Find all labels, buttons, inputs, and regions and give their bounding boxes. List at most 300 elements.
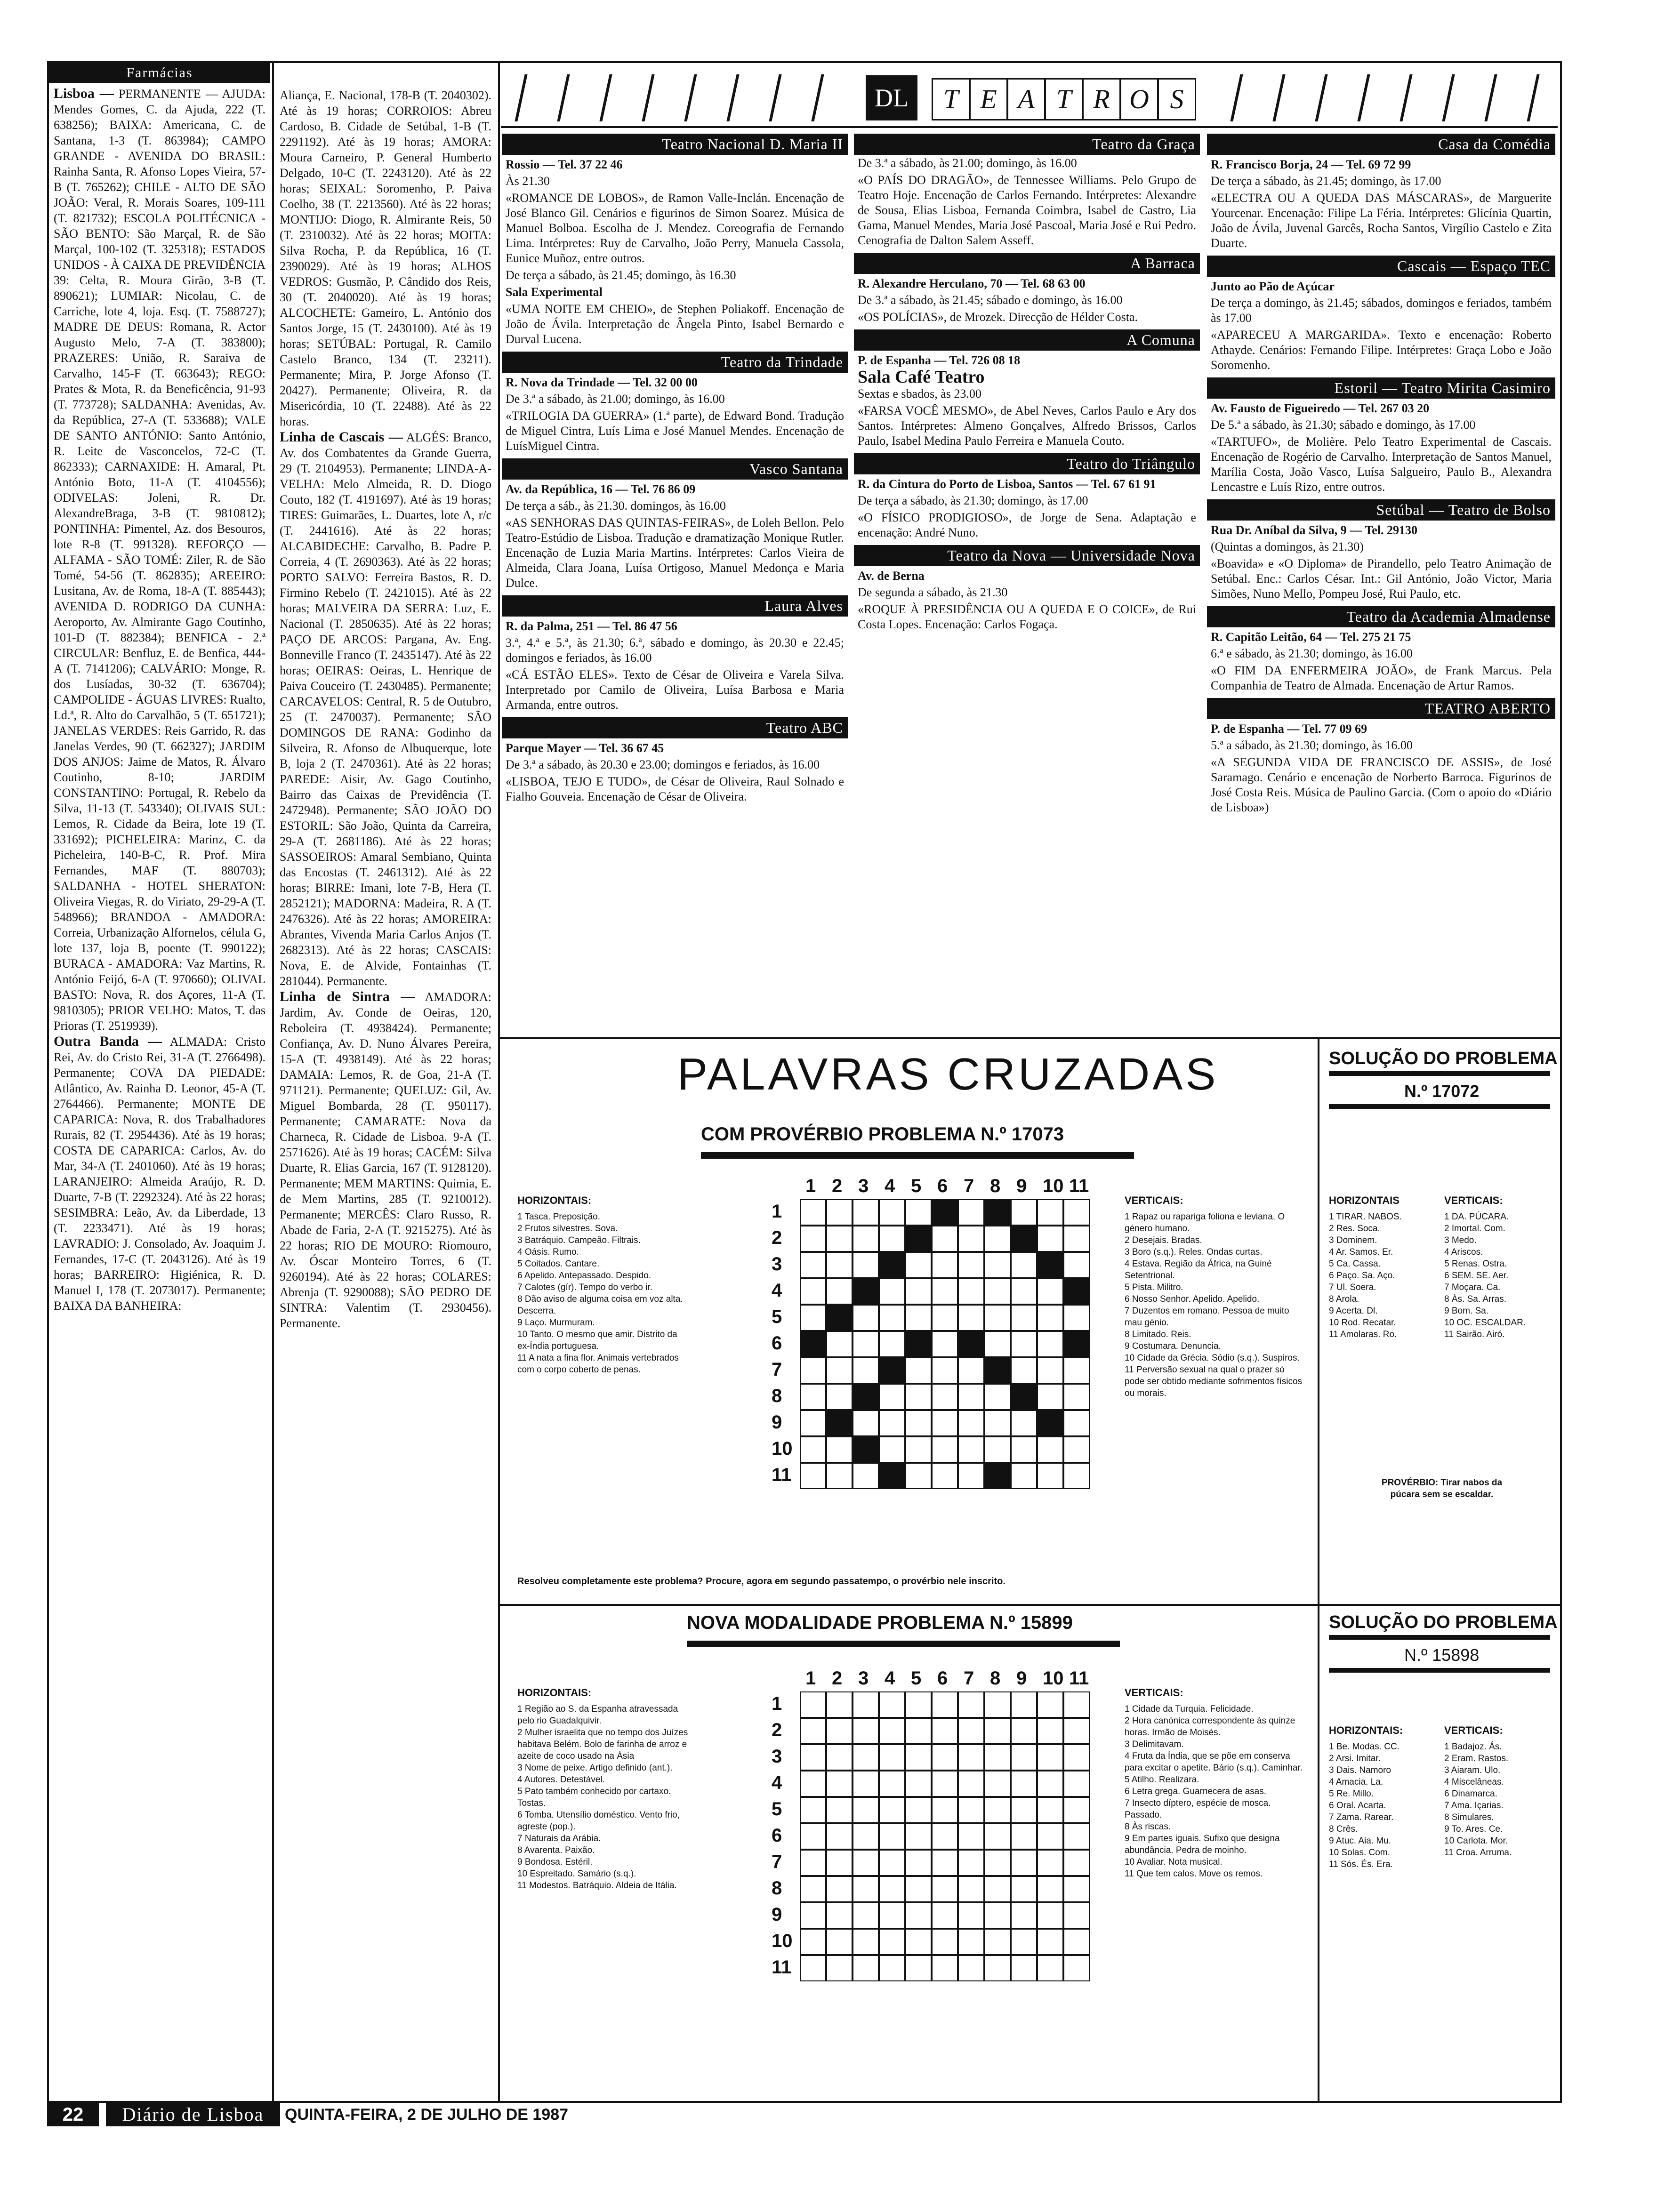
grid-cell[interactable] [958,1691,984,1718]
grid-cell[interactable] [1037,1357,1063,1384]
grid-cell[interactable] [984,1902,1011,1929]
grid-cell[interactable] [984,1823,1011,1850]
grid-cell[interactable] [1011,1410,1037,1436]
column-number: 11 [1069,1176,1089,1196]
grid-cell[interactable] [800,1384,826,1410]
grid-cell[interactable] [1011,1744,1037,1771]
grid-cell[interactable] [879,1410,905,1436]
grid-cell[interactable] [800,1278,826,1305]
decor-slash [684,74,697,121]
grid-cell[interactable] [826,1463,853,1489]
grid-cell[interactable] [1063,1850,1090,1876]
grid-cell[interactable] [958,1955,984,1981]
grid-cell[interactable] [800,1771,826,1797]
grid-cell[interactable] [853,1331,879,1357]
grid-cell[interactable] [800,1410,826,1436]
grid-cell[interactable] [800,1226,826,1252]
grid-cell[interactable] [800,1463,826,1489]
grid-cell[interactable] [826,1691,853,1718]
grid-cell[interactable] [1063,1384,1090,1410]
decor-slash [1400,74,1412,121]
rule [1329,1104,1550,1109]
row-number: 2 [772,1227,782,1248]
grid-cell[interactable] [984,1955,1011,1981]
grid-cell[interactable] [826,1876,853,1902]
grid-cell[interactable] [853,1771,879,1797]
grid-cell[interactable] [1011,1876,1037,1902]
grid-cell[interactable] [1011,1691,1037,1718]
grid-cell[interactable] [853,1463,879,1489]
grid-cell[interactable] [932,1463,958,1489]
grid-cell[interactable] [1037,1771,1063,1797]
grid-cell[interactable] [800,1718,826,1744]
decor-slash [557,74,570,121]
teatro-casa-comedia: Casa da Comédia R. Francisco Borja, 24 — Tel. 69 72 99 De terça a sábado, às 21.45; domingo, às 17.00 «ELECTRA OU A QUEDA DAS MÁSCARAS», de Marguerite Yourcenar. Encenação: Filipe La Féria. Intérpretes: Glicínia Quartin, João de Ávila, Juvenal Garcês, Rocha Santos, Virgílio Castelo e Zita Duarte. [1207,134,1555,252]
black-cell [905,1226,932,1252]
grid-cell[interactable] [1063,1823,1090,1850]
teatro-almadense: Teatro da Academia Almadense R. Capitão Leitão, 64 — Tel. 275 21 75 6.ª e sábado, às 21.30; domingo, às 16.00 «O FIM DA ENFERMEIRA JOÃO», de Frank Marcus. Pela Companhia de Teatro de Almada. Encenação de Artur Ramos. [1207,606,1555,694]
decor-slash [642,74,654,121]
crossword-2-subtitle: NOVA MODALIDADE PROBLEMA N.º 15899 [687,1612,1073,1633]
teatro-comuna: A Comuna P. de Espanha — Tel. 726 08 18 Sala Café Teatro Sextas e sbados, às 23.00 «FARSA VOCÊ MESMO», de Abel Neves, Carlos Paulo e Ary dos Santos. Intérpretes: Almeno Gonçalves, Alfredo Brissos, Carlos Paulo, Isabel Medina Paulo Ferreira e Manuela Couto. [854,329,1200,449]
grid-cell[interactable] [932,1744,958,1771]
black-cell [905,1331,932,1357]
grid-cell[interactable] [879,1929,905,1955]
grid-cell[interactable] [800,1797,826,1823]
solution-2-horizontals: HORIZONTAIS: 1 Be. Modas. CC. 2 Arsi. Imitar. 3 Dais. Namoro 4 Amacia. La. 5 Re. Millo. 6 Oral. Acarta. 7 Zama. Rarear. 8 Crês. 9 Atuc. Aia. Mu. 10 Solas. Com. 11 Sós. És. Era. [1329,1724,1403,1869]
grid-cell[interactable] [958,1410,984,1436]
black-cell [958,1331,984,1357]
black-cell [853,1436,879,1463]
grid-cell[interactable] [826,1384,853,1410]
grid-cell[interactable] [853,1850,879,1876]
grid-cell[interactable] [1037,1305,1063,1331]
grid-cell[interactable] [984,1850,1011,1876]
grid-cell[interactable] [984,1797,1011,1823]
grid-cell[interactable] [800,1691,826,1718]
grid-cell[interactable] [958,1278,984,1305]
grid-cell[interactable] [853,1305,879,1331]
grid-cell[interactable] [879,1305,905,1331]
grid-cell[interactable] [905,1850,932,1876]
grid-cell[interactable] [1037,1955,1063,1981]
grid-cell[interactable] [1037,1850,1063,1876]
grid-cell[interactable] [1011,1718,1037,1744]
grid-cell[interactable] [932,1252,958,1278]
grid-cell[interactable] [932,1384,958,1410]
grid-cell[interactable] [879,1955,905,1981]
grid-cell[interactable] [984,1331,1011,1357]
teatros-header [501,65,1558,128]
grid-cell[interactable] [800,1305,826,1331]
grid-cell[interactable] [800,1436,826,1463]
teatro-cascais-tec: Cascais — Espaço TEC Junto ao Pão de Açúcar De terça a domingo, às 21.45; sábados, domingos e feriados, também às 17.00 «APARECEU A MARGARIDA». Texto e encenação: Roberto Athayde. Cenários: Fernando Filipe. Intérpretes: Graça Lobo e João Soromenho. [1207,256,1555,374]
decor-slash [1442,74,1455,121]
row-number: 6 [772,1333,782,1354]
grid-cell[interactable] [958,1876,984,1902]
row-number: 11 [772,1465,792,1485]
grid-cell[interactable] [1011,1463,1037,1489]
grid-cell[interactable] [905,1902,932,1929]
grid-cell[interactable] [879,1384,905,1410]
decor-slash [769,74,781,121]
column-number: 2 [832,1176,843,1196]
crossword-2-horizontals: HORIZONTAIS: 1 Região ao S. da Espanha atravessada pelo rio Guadalquivir. 2 Mulher israelita que no tempo dos Juízes habitava Belém. Bolo de farinha de arroz e azeite de coco usado na Ásia 3 Nome de peixe. Artigo definido (ant.). 4 Autores. Detestável. 5 Pato também conhecido por cartaxo. Tostas. 6 Tomba. Utensílio doméstico. Vento frio, agreste (pop.). 7 Naturais da Arábia. 8 Avarenta. Paixão. 9 Bondosa. Estéril. 10 Espreitado. Samário (s.q.). 11 Modestos. Batráquio. Aldeia de Itália. [517,1687,688,1891]
teatro-nacional: Teatro Nacional D. Maria II Rossio — Tel. 37 22 46 Às 21.30 «ROMANCE DE LOBOS», de Ramon Valle-Inclán. Encenação de José Blanco Gil. Cenários e figurinos de Simon Soarez. Música de Manuel Bolboa. Escolha de J. Mendez. Coreografia de Fernando Lima. Intérpretes: Ruy de Carvalho, João Perry, Manuela Cassola, Eunice Muñoz, entre outros. De terça a sábado, às 21.45; domingo, às 16.30 Sala Experimental «UMA NOITE EM CHEIO», de Stephen Poliakoff. Encenação de João de Ávila. Interpretação de Ângela Pinto, Isabel Bernardo e Durval Lucena. [502,134,848,348]
grid-cell[interactable] [826,1436,853,1463]
grid-cell[interactable] [1063,1463,1090,1489]
column-divider [272,63,274,2101]
grid-cell[interactable] [853,1252,879,1278]
grid-cell[interactable] [984,1929,1011,1955]
grid-cell[interactable] [853,1823,879,1850]
grid-cell[interactable] [1011,1278,1037,1305]
teatro-barraca: A Barraca R. Alexandre Herculano, 70 — Tel. 68 63 00 De 3.ª a sábado, às 21.45; sábado e domingo, às 16.00 «OS POLÍCIAS», de Mrozek. Direcção de Hélder Costa. [854,253,1200,326]
grid-cell[interactable] [1063,1902,1090,1929]
grid-cell[interactable] [1037,1797,1063,1823]
grid-cell[interactable] [1063,1771,1090,1797]
grid-cell[interactable] [1011,1357,1037,1384]
grid-cell[interactable] [905,1410,932,1436]
issue-date: QUINTA-FEIRA, 2 DE JULHO DE 1987 [285,2106,569,2124]
teatro-laura-alves: Laura Alves R. da Palma, 251 — Tel. 86 47 56 3.ª, 4.ª e 5.ª, às 21.30; 6.ª, sábado e domingo, às 20.30 e 22.45; domingos e feriados, às 16.00 «CÁ ESTÃO ELES». Texto de César de Oliveira e Varela Silva. Interpretado por Camilo de Oliveira, Luísa Barbosa e Maria Armanda, entre outros. [502,595,848,713]
grid-cell[interactable] [1011,1929,1037,1955]
black-cell [879,1463,905,1489]
grid-cell[interactable] [1011,1199,1037,1226]
grid-cell[interactable] [905,1929,932,1955]
grid-cell[interactable] [932,1410,958,1436]
grid-cell[interactable] [932,1305,958,1331]
black-cell [1011,1384,1037,1410]
column-number: 3 [858,1176,869,1196]
grid-cell[interactable] [853,1226,879,1252]
grid-cell[interactable] [905,1718,932,1744]
grid-cell[interactable] [958,1718,984,1744]
row-number: 5 [772,1799,782,1819]
grid-cell[interactable] [853,1929,879,1955]
grid-cell[interactable] [879,1199,905,1226]
black-cell [984,1463,1011,1489]
row-number: 1 [772,1693,782,1714]
grid-cell[interactable] [826,1902,853,1929]
decor-slash [811,74,824,121]
row-number: 8 [772,1386,782,1406]
grid-cell[interactable] [1063,1199,1090,1226]
grid-cell[interactable] [905,1876,932,1902]
grid-cell[interactable] [1063,1718,1090,1744]
decor-slash [515,74,527,121]
grid-cell[interactable] [905,1384,932,1410]
grid-cell[interactable] [853,1691,879,1718]
grid-cell[interactable] [958,1850,984,1876]
crossword-2 [499,1602,1319,2101]
grid-cell[interactable] [800,1199,826,1226]
grid-cell[interactable] [1063,1797,1090,1823]
row-number: 5 [772,1306,782,1327]
teatro-aberto: TEATRO ABERTO P. de Espanha — Tel. 77 09 69 5.ª a sábado, às 21.30; domingo, às 16.00 «A SEGUNDA VIDA DE FRANCISCO DE ASSIS», de José Saramago. Cenário e encenação de Norberto Barroca. Figurinos de José Costa Reis. Música de Paulino Garcia. (Com o apoio do «Diário de Lisboa») [1207,698,1555,816]
grid-cell[interactable] [1063,1305,1090,1331]
grid-cell[interactable] [932,1718,958,1744]
grid-cell[interactable] [826,1331,853,1357]
row-number: 1 [772,1201,782,1222]
grid-cell[interactable] [1011,1902,1037,1929]
grid-cell[interactable] [800,1955,826,1981]
solution-2-verticals: VERTICAIS: 1 Badajoz. Ás. 2 Eram. Rastos. 3 Aiaram. Ulo. 4 Miscelâneas. 6 Dinamarca. 7 Ama. Içarias. 8 Simulares. 9 To. Ares. Ce. 10 Carlota. Mor. 11 Croa. Arruma. [1444,1724,1512,1858]
grid-cell[interactable] [826,1744,853,1771]
row-number: 9 [772,1904,782,1925]
grid-cell[interactable] [905,1691,932,1718]
grid-cell[interactable] [853,1410,879,1436]
page-number: 22 [47,2103,99,2126]
grid-cell[interactable] [853,1744,879,1771]
grid-cell[interactable] [1063,1252,1090,1278]
grid-cell[interactable] [879,1771,905,1797]
grid-cell[interactable] [958,1436,984,1463]
grid-cell[interactable] [879,1226,905,1252]
grid-cell[interactable] [826,1850,853,1876]
grid-cell[interactable] [826,1955,853,1981]
grid-cell[interactable] [1063,1744,1090,1771]
row-number: 10 [772,1931,793,1951]
grid-cell[interactable] [932,1436,958,1463]
header-letter: T [1045,78,1083,120]
grid-cell[interactable] [1037,1278,1063,1305]
black-cell [1063,1278,1090,1305]
grid-cell[interactable] [1037,1902,1063,1929]
grid-cell[interactable] [984,1436,1011,1463]
grid-cell[interactable] [879,1797,905,1823]
crossword-1 [499,1037,1319,1606]
crossword-1-verticals: VERTICAIS: 1 Rapaz ou rapariga foliona e leviana. O género humano. 2 Desejais. Bradas. 3 Boro (s.q.). Reles. Ondas curtas. 4 Estava. Região da África, na Guiné Setentrional. 5 Pista. Militro. 6 Nosso Senhor. Apelido. Apelido. 7 Duzentos em romano. Pessoa de muito mau génio. 8 Limitado. Reis. 9 Costumara. Denuncia. 10 Cidade da Grécia. Sódio (s.q.). Suspiros. 11 Perversão sexual na qual o prazer só pode ser obtido mediante sofrimentos físicos ou morais. [1125,1194,1303,1398]
farmacias-header: Farmácias [49,63,270,83]
column-number: 9 [1016,1668,1027,1689]
grid-cell[interactable] [932,1850,958,1876]
grid-cell[interactable] [1037,1226,1063,1252]
grid-cell[interactable] [905,1744,932,1771]
farmacias-continued: Aliança, E. Nacional, 178-B (T. 2040302). Até às 19 horas; CORROIOS: Abreu Cardoso, B. Cidade de Setúbal, 1-B (T. 2291192). Até às 19 horas; AMORA: Moura Carneiro, P. General Humberto Delgado, 10-C (T. 2243120). Até às 22 horas; SEIXAL: Soromenho, P. Paiva Coelho, 38 (T. 2213560). Até às 22 horas; MONTIJO: Diogo, R. Almirante Reis, 50 (T. 2310032). Até às 22 horas; MOITA: Silva Rocha, P. da República, 16 (T. 2390029). Até às 19 horas; ALHOS VEDROS: Gusmão, P. Cândido dos Reis, 30 (T. 2040020). Até às 19 horas; ALCOCHETE: Gameiro, L. António dos Santos Jorge, 15 (T. 2430100). Até às 19 horas; SETÚBAL: Portugal, R. Camilo Castelo Branco, 134 (T. 23211). Permanente; Mira, P. Jorge Afonso (T. 20427). Permanente; Oliveira, R. da Misericórdia, 10 (T. 22488). Até às 22 horas. Linha de Cascais — ALGÉS: Branco, Av. dos Combatentes da Grande Guerra, 29 (T. 2104953). Permanente; LINDA-A-VELHA: Melo Almeida, R. D. Diogo Couto, 182 (T. 4191697). Até às 19 horas; TIRES: Guimarães, L. Duartes, lote A, r/c (T. 2441616). Até às 22 horas; ALCABIDECHE: Carvalho, B. Padre P. Correia, 4 (T. 2690363). Até às 22 horas; PORTO SALVO: Ferreira Bastos, R. D. Firmino Rebelo (T. 2421015). Até às 22 horas; MALVEIRA DA SERRA: Luz, E. Nacional (T. 2850635). Até às 22 horas; PAÇO DE ARCOS: Pargana, Av. Eng. Bonneville Franco (T. 2435147). Até às 22 horas; OEIRAS: Oeiras, L. Henrique de Paiva Couceiro (T. 2430485). Permanente; CARCAVELOS: Central, R. 5 de Outubro, 25 (T. 2470037). Permanente; SÃO DOMINGOS DE RANA: Godinho da Silveira, R. Afonso de Albuquerque, lote B, loja 2 (T. 2470361). Até às 22 horas; PAREDE: Aisir, Av. Gago Coutinho, Bairro das Caixas de Previdência (T. 2472948). Permanente; SÃO JOÃO DO ESTORIL: São João, Quinta da Carreira, 29-A (T. 2681186). Até às 22 horas; SASSOEIROS: Amaral Sembiano, Quinta das Encostas (T. 2461312). Até às 22 horas; BIRRE: Imani, lote 7-B, Hera (T. 2852121); MADORNA: Madeira, R. A (T. 2476326). Até às 22 horas; AMOREIRA: Abrantes, Vivenda Maria Carlos Anjos (T. 2682313). Até às 22 horas; CASCAIS: Nova, E. de Alvide, Fontainhas (T. 281044). Permanente. Linha de Sintra — AMADORA: Jardim, Av. Conde de Oeiras, 120, Reboleira (T. 4938424). Permanente; Confiança, Av. D. Nuno Álvares Pereira, 15-A (T. 4938149). Até às 22 horas; DAMAIA: Lemos, R. de Goa, 21-A (T. 971121). Permanente; QUELUZ: Gil, Av. Miguel Bombarda, 28 (T. 950117). Permanente; CAMARATE: Nova da Charneca, R. Cidade de Lisboa. 9-A (T. 2571626). Até às 19 horas; CACÉM: Silva Duarte, R. Elias Garcia, 167 (T. 9128120). Permanente; MEM MARTINS: Quimia, E. de Mem Martins, 285 (T. 9210012). Permanente; MERCÊS: Claro Russo, R. Abade de Faria, 2-A (T. 9215275). Até às 22 horas; RIO DE MOURO: Riomouro, Av. Óscar Monteiro Torres, 6 (T. 9260194). Até às 22 horas; COLARES: Abrenja (T. 9290088); SÃO PEDRO DE SINTRA: Valentim (T. 2930456). Permanente. [280,88,491,1330]
grid-cell[interactable] [1011,1823,1037,1850]
grid-cell[interactable] [879,1331,905,1357]
grid-cell[interactable] [984,1876,1011,1902]
black-cell [1037,1410,1063,1436]
grid-cell[interactable] [800,1876,826,1902]
grid-cell[interactable] [1063,1436,1090,1463]
grid-cell[interactable] [905,1357,932,1384]
grid-cell[interactable] [1037,1331,1063,1357]
grid-cell[interactable] [800,1850,826,1876]
grid-cell[interactable] [826,1278,853,1305]
grid-cell[interactable] [1037,1384,1063,1410]
grid-cell[interactable] [905,1436,932,1463]
grid-cell[interactable] [958,1357,984,1384]
row-number: 9 [772,1412,782,1433]
grid-cell[interactable] [958,1771,984,1797]
grid-cell[interactable] [932,1771,958,1797]
grid-cell[interactable] [932,1691,958,1718]
grid-cell[interactable] [879,1691,905,1718]
grid-cell[interactable] [984,1744,1011,1771]
black-cell [826,1410,853,1436]
grid-cell[interactable] [958,1463,984,1489]
grid-cell[interactable] [826,1199,853,1226]
grid-cell[interactable] [932,1226,958,1252]
grid-cell[interactable] [1037,1463,1063,1489]
grid-cell[interactable] [1011,1955,1037,1981]
column-number: 8 [990,1668,1001,1689]
grid-cell[interactable] [1037,1199,1063,1226]
grid-cell[interactable] [1037,1929,1063,1955]
grid-cell[interactable] [800,1929,826,1955]
grid-cell[interactable] [1037,1744,1063,1771]
grid-cell[interactable] [932,1902,958,1929]
grid-cell[interactable] [958,1305,984,1331]
grid-cell[interactable] [984,1384,1011,1410]
row-number: 10 [772,1438,793,1459]
grid-cell[interactable] [905,1305,932,1331]
header-letter: T [932,78,970,120]
grid-cell[interactable] [853,1902,879,1929]
grid-cell[interactable] [984,1410,1011,1436]
grid-cell[interactable] [932,1876,958,1902]
grid-cell[interactable] [932,1929,958,1955]
grid-cell[interactable] [800,1252,826,1278]
grid-cell[interactable] [905,1955,932,1981]
grid-cell[interactable] [905,1278,932,1305]
grid-cell[interactable] [879,1278,905,1305]
grid-cell[interactable] [905,1823,932,1850]
solution-2: SOLUÇÃO DO PROBLEMA N.º 15898 HORIZONTAIS: 1 Be. Modas. CC. 2 Arsi. Imitar. 3 Dais. Namoro 4 Amacia. La. 5 Re. Millo. 6 Oral. Acarta. 7 Zama. Rarear. 8 Crês. 9 Atuc. Aia. Mu. 10 Solas. Com. 11 Sós. És. Era. VERTICAIS: 1 Badajoz. Ás. 2 Eram. Rastos. 3 Aiaram. Ulo. 4 Miscelâneas. 6 Dinamarca. 7 Ama. Içarias. 8 Simulares. 9 To. Ares. Ce. 10 Carlota. Mor. 11 Croa. Arruma. [1318,1602,1560,2101]
grid-cell[interactable] [958,1744,984,1771]
grid-cell[interactable] [826,1771,853,1797]
grid-cell[interactable] [879,1744,905,1771]
grid-cell[interactable] [800,1823,826,1850]
grid-cell[interactable] [932,1823,958,1850]
column-number: 10 [1043,1668,1064,1689]
grid-cell[interactable] [879,1876,905,1902]
teatro-estoril: Estoril — Teatro Mirita Casimiro Av. Fausto de Figueiredo — Tel. 267 03 20 De 5.ª a sábado, às 21.30; sábado e domingo, às 17.00 «TARTUFO», de Molière. Pelo Teatro Experimental de Cascais. Encenação de Rogério de Carvalho. Interpretação de Santos Manuel, Marília Costa, João Vasco, Luísa Salgueiro, Paulo B., Alexandra Lencastre e Luís Rizo, entre outros. [1207,377,1555,496]
grid-cell[interactable] [1011,1436,1037,1463]
paper-name: Diário de Lisboa [106,2103,280,2126]
grid-cell[interactable] [853,1876,879,1902]
teatro-triangulo: Teatro do Triângulo R. da Cintura do Porto de Lisboa, Santos — Tel. 67 61 91 De terça a sábado, às 21.30; domingo, às 17.00 «O FÍSICO PRODIGIOSO», de Jorge de Sena. Adaptação e encenação: André Nuno. [854,453,1200,541]
grid-cell[interactable] [853,1199,879,1226]
decor-slash [1272,74,1285,121]
teatros-column-3 [1207,134,1555,820]
grid-cell[interactable] [958,1823,984,1850]
grid-cell[interactable] [1011,1797,1037,1823]
decor-slash [1527,74,1539,121]
row-number: 2 [772,1720,782,1740]
grid-cell[interactable] [1011,1252,1037,1278]
grid-cell[interactable] [1063,1357,1090,1384]
grid-cell[interactable] [1011,1331,1037,1357]
grid-cell[interactable] [1037,1691,1063,1718]
column-number: 5 [911,1668,922,1689]
grid-cell[interactable] [984,1691,1011,1718]
grid-cell[interactable] [905,1199,932,1226]
grid-cell[interactable] [826,1718,853,1744]
grid-cell[interactable] [826,1797,853,1823]
grid-cell[interactable] [932,1278,958,1305]
grid-cell[interactable] [853,1797,879,1823]
grid-cell[interactable] [984,1305,1011,1331]
grid-cell[interactable] [932,1955,958,1981]
teatro-abc: Teatro ABC Parque Mayer — Tel. 36 67 45 De 3.ª a sábado, às 20.30 e 23.00; domingos e feriados, às 16.00 «LISBOA, TEJO E TUDO», de César de Oliveira, Raul Solnado e Fialho Gouveia. Encenação de César de Oliveira. [502,717,848,805]
grid-cell[interactable] [1037,1718,1063,1744]
rule [1329,1071,1550,1076]
grid-cell[interactable] [826,1252,853,1278]
grid-cell[interactable] [1011,1850,1037,1876]
black-cell [800,1331,826,1357]
grid-cell[interactable] [1037,1876,1063,1902]
grid-cell[interactable] [826,1929,853,1955]
grid-cell[interactable] [932,1797,958,1823]
grid-cell[interactable] [1037,1823,1063,1850]
grid-cell[interactable] [958,1929,984,1955]
grid-cell[interactable] [958,1226,984,1252]
teatros-column-2 [854,134,1200,637]
grid-cell[interactable] [879,1902,905,1929]
grid-cell[interactable] [879,1436,905,1463]
grid-cell[interactable] [984,1278,1011,1305]
grid-cell[interactable] [853,1357,879,1384]
grid-cell[interactable] [800,1902,826,1929]
grid-cell[interactable] [1037,1436,1063,1463]
grid-cell[interactable] [905,1252,932,1278]
grid-cell[interactable] [932,1331,958,1357]
grid-cell[interactable] [879,1718,905,1744]
grid-cell[interactable] [958,1199,984,1226]
grid-cell[interactable] [800,1744,826,1771]
grid-cell[interactable] [800,1357,826,1384]
black-cell [879,1357,905,1384]
grid-cell[interactable] [958,1902,984,1929]
grid-cell[interactable] [826,1226,853,1252]
grid-cell[interactable] [984,1771,1011,1797]
grid-cell[interactable] [1063,1226,1090,1252]
grid-cell[interactable] [879,1823,905,1850]
grid-cell[interactable] [1011,1771,1037,1797]
black-cell [984,1199,1011,1226]
grid-cell[interactable] [958,1797,984,1823]
grid-cell[interactable] [826,1357,853,1384]
grid-cell[interactable] [1063,1410,1090,1436]
grid-cell[interactable] [1063,1929,1090,1955]
grid-cell[interactable] [879,1850,905,1876]
grid-cell[interactable] [984,1718,1011,1744]
row-number: 7 [772,1359,782,1380]
grid-cell[interactable] [826,1823,853,1850]
grid-cell[interactable] [984,1252,1011,1278]
grid-cell[interactable] [958,1252,984,1278]
grid-cell[interactable] [853,1955,879,1981]
column-number: 10 [1043,1176,1064,1196]
grid-cell[interactable] [905,1797,932,1823]
grid-cell[interactable] [958,1384,984,1410]
grid-cell[interactable] [1063,1876,1090,1902]
grid-cell[interactable] [853,1718,879,1744]
grid-cell[interactable] [905,1771,932,1797]
grid-cell[interactable] [905,1463,932,1489]
grid-cell[interactable] [932,1357,958,1384]
grid-cell[interactable] [1063,1691,1090,1718]
grid-cell[interactable] [984,1226,1011,1252]
newspaper-page [47,61,1562,2103]
grid-cell[interactable] [1011,1305,1037,1331]
grid-cell[interactable] [1063,1955,1090,1981]
header-letter: E [969,78,1008,120]
crossword-banner: PALAVRAS CRUZADAS [677,1049,1219,1099]
